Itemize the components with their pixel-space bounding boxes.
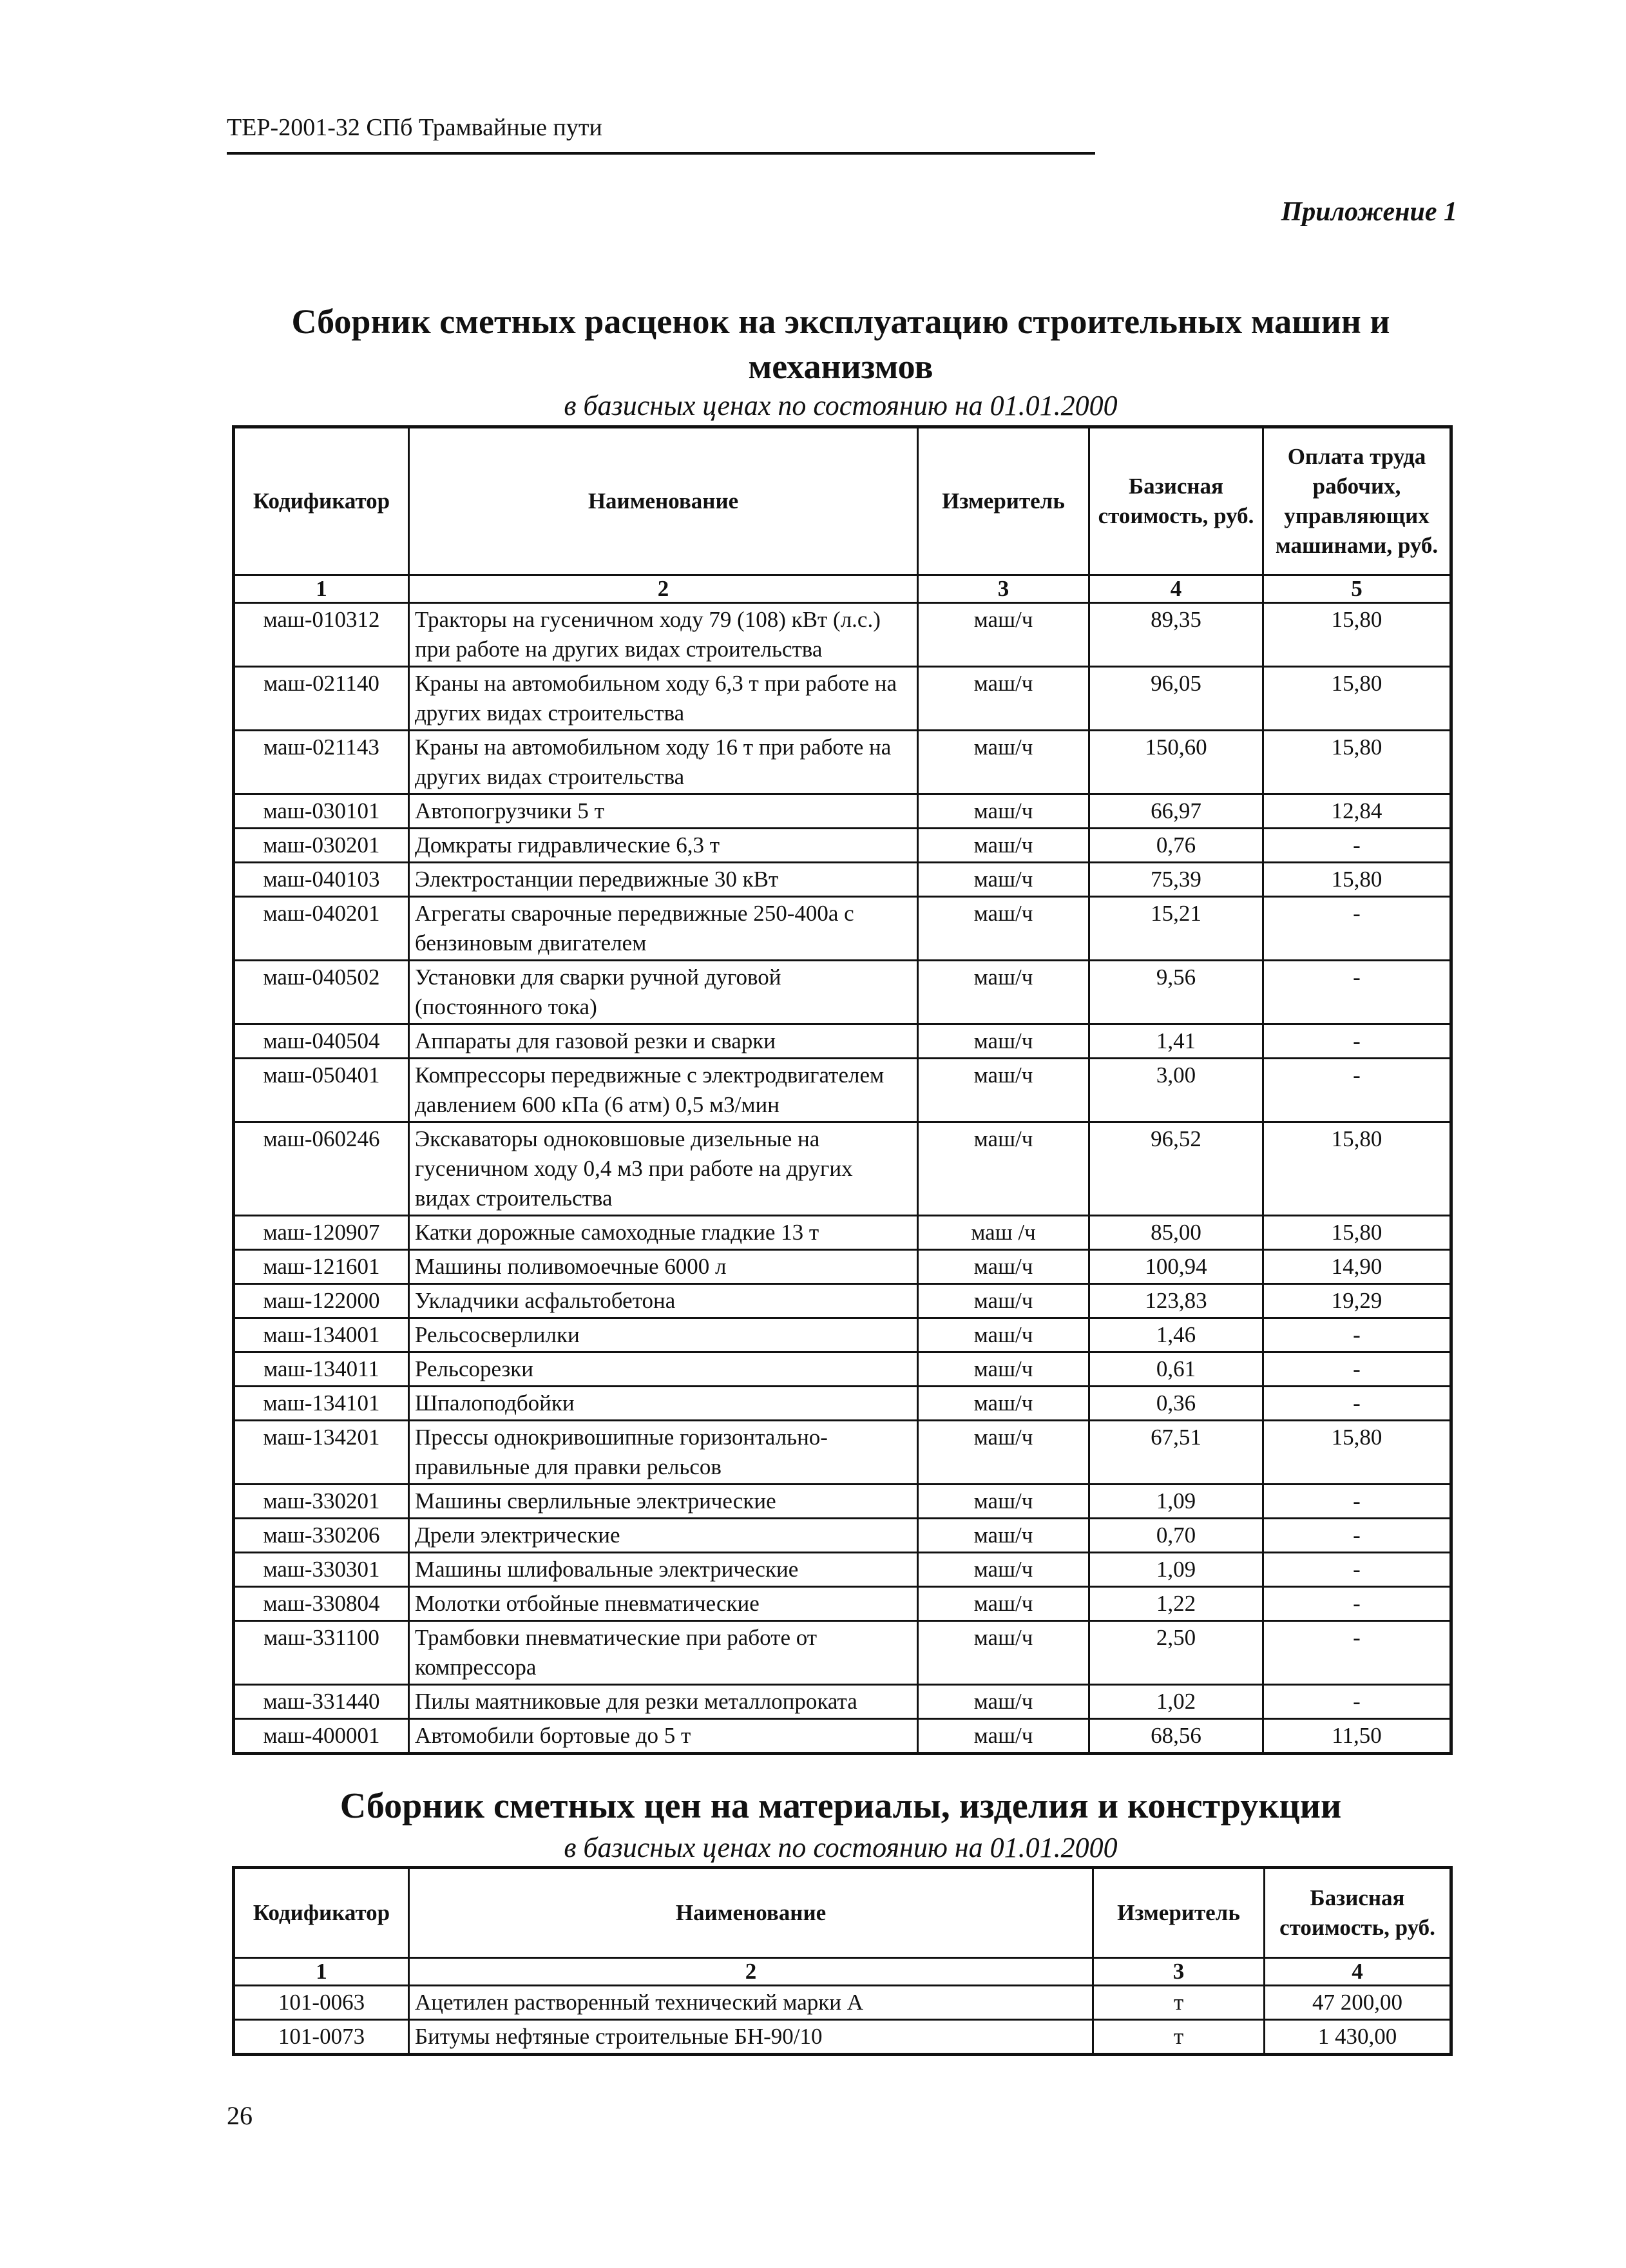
cell-code: маш-030101 xyxy=(234,794,409,829)
table-row xyxy=(234,1421,1451,1485)
cell-unit: маш/ч xyxy=(918,1685,1089,1719)
cell-name: Автомобили бортовые до 5 т xyxy=(409,1719,918,1754)
cell-name: Машины поливомоечные 6000 л xyxy=(409,1250,918,1284)
table-row xyxy=(234,1216,1451,1250)
cell-cost: 150,60 xyxy=(1089,731,1263,794)
cell-cost: 96,05 xyxy=(1089,667,1263,731)
cell-name: Установки для сварки ручной дуговой (постоянного тока) xyxy=(409,961,918,1024)
table-row xyxy=(234,897,1451,961)
page-number: 26 xyxy=(227,2101,253,2130)
cell-code: маш-021140 xyxy=(234,667,409,731)
cell-code: маш-331440 xyxy=(234,1685,409,1719)
cell-cost: 1,22 xyxy=(1089,1587,1263,1621)
cell-unit: маш/ч xyxy=(918,1387,1089,1421)
appendix-label: Приложение 1 xyxy=(1281,197,1457,227)
header-rule xyxy=(227,152,1095,155)
table-row xyxy=(234,1284,1451,1318)
table-row xyxy=(234,731,1451,794)
cell-code: маш-120907 xyxy=(234,1216,409,1250)
cell-name: Краны на автомобильном ходу 6,3 т при работе на других видах строительства xyxy=(409,667,918,731)
machines-table xyxy=(232,425,1453,1755)
table-row xyxy=(234,667,1451,731)
cell-cost: 89,35 xyxy=(1089,603,1263,667)
machines-subtitle: в базисных ценах по состоянию на 01.01.2000 xyxy=(564,390,1118,421)
cell-cost: 2,50 xyxy=(1089,1621,1263,1685)
cell-unit: маш/ч xyxy=(918,1485,1089,1519)
col-header-cost: Базисная стоимость, руб. xyxy=(1089,427,1263,575)
cell-wage: - xyxy=(1263,897,1451,961)
table-row xyxy=(234,1387,1451,1421)
cell-unit: маш/ч xyxy=(918,897,1089,961)
table-row xyxy=(234,1485,1451,1519)
cell-cost: 0,36 xyxy=(1089,1387,1263,1421)
col-number: 1 xyxy=(234,575,409,603)
table-row xyxy=(234,1352,1451,1387)
cell-unit: маш /ч xyxy=(918,1216,1089,1250)
cell-code: маш-330201 xyxy=(234,1485,409,1519)
cell-cost: 15,21 xyxy=(1089,897,1263,961)
cell-code: маш-330206 xyxy=(234,1519,409,1553)
cell-wage: - xyxy=(1263,1621,1451,1685)
cell-code: маш-331100 xyxy=(234,1621,409,1685)
cell-code: маш-122000 xyxy=(234,1284,409,1318)
cell-wage: - xyxy=(1263,1587,1451,1621)
cell-unit: маш/ч xyxy=(918,603,1089,667)
cell-cost: 9,56 xyxy=(1089,961,1263,1024)
cell-name: Автопогрузчики 5 т xyxy=(409,794,918,829)
cell-code: маш-121601 xyxy=(234,1250,409,1284)
cell-unit: маш/ч xyxy=(918,667,1089,731)
cell-name: Машины сверлильные электрические xyxy=(409,1485,918,1519)
cell-wage: - xyxy=(1263,1519,1451,1553)
table-row xyxy=(234,603,1451,667)
machines-title-line1: Сборник сметных расценок на эксплуатацию строительных машин и xyxy=(291,302,1390,341)
table-row xyxy=(234,1685,1451,1719)
cell-code: маш-400001 xyxy=(234,1719,409,1754)
table-row xyxy=(234,1986,1451,2020)
cell-wage: 15,80 xyxy=(1263,1122,1451,1216)
cell-wage: - xyxy=(1263,1352,1451,1387)
table-row xyxy=(234,1621,1451,1685)
cell-cost: 1,09 xyxy=(1089,1553,1263,1587)
col-header-unit: Измеритель xyxy=(1093,1868,1265,1958)
cell-name: Компрессоры передвижные с электродвигателем давлением 600 кПа (6 атм) 0,5 м3/мин xyxy=(409,1059,918,1122)
cell-unit: маш/ч xyxy=(918,1284,1089,1318)
cell-wage: 15,80 xyxy=(1263,1421,1451,1485)
cell-cost: 85,00 xyxy=(1089,1216,1263,1250)
cell-code: маш-021143 xyxy=(234,731,409,794)
cell-name: Машины шлифовальные электрические xyxy=(409,1553,918,1587)
cell-name: Молотки отбойные пневматические xyxy=(409,1587,918,1621)
table-row xyxy=(234,1122,1451,1216)
cell-cost: 47 200,00 xyxy=(1265,1986,1451,2020)
cell-name: Катки дорожные самоходные гладкие 13 т xyxy=(409,1216,918,1250)
cell-unit: маш/ч xyxy=(918,863,1089,897)
cell-name: Битумы нефтяные строительные БН-90/10 xyxy=(409,2020,1093,2055)
cell-name: Домкраты гидравлические 6,3 т xyxy=(409,829,918,863)
cell-wage: 11,50 xyxy=(1263,1719,1451,1754)
cell-code: маш-040201 xyxy=(234,897,409,961)
cell-name: Ацетилен растворенный технический марки А xyxy=(409,1986,1093,2020)
cell-cost: 66,97 xyxy=(1089,794,1263,829)
cell-unit: маш/ч xyxy=(918,1587,1089,1621)
cell-wage: 15,80 xyxy=(1263,1216,1451,1250)
cell-wage: 15,80 xyxy=(1263,603,1451,667)
cell-name: Рельсорезки xyxy=(409,1352,918,1387)
cell-unit: маш/ч xyxy=(918,1352,1089,1387)
cell-cost: 0,70 xyxy=(1089,1519,1263,1553)
cell-wage: 14,90 xyxy=(1263,1250,1451,1284)
cell-wage: - xyxy=(1263,1485,1451,1519)
cell-wage: 15,80 xyxy=(1263,667,1451,731)
table-row xyxy=(234,961,1451,1024)
cell-unit: маш/ч xyxy=(918,961,1089,1024)
running-header: ТЕР-2001-32 СПб Трамвайные пути xyxy=(227,114,602,141)
cell-name: Пилы маятниковые для резки металлопроката xyxy=(409,1685,918,1719)
cell-unit: маш/ч xyxy=(918,731,1089,794)
col-header-wage: Оплата труда рабочих, управляющих машинами, руб. xyxy=(1263,427,1451,575)
col-number: 3 xyxy=(918,575,1089,603)
cell-code: маш-330804 xyxy=(234,1587,409,1621)
cell-unit: т xyxy=(1093,1986,1265,2020)
cell-name: Шпалоподбойки xyxy=(409,1387,918,1421)
col-header-code: Кодификатор xyxy=(234,427,409,575)
table-row xyxy=(234,863,1451,897)
col-number: 4 xyxy=(1265,1958,1451,1986)
cell-name: Трамбовки пневматические при работе от компрессора xyxy=(409,1621,918,1685)
cell-cost: 1,02 xyxy=(1089,1685,1263,1719)
table-row xyxy=(234,1519,1451,1553)
cell-code: маш-134001 xyxy=(234,1318,409,1352)
cell-cost: 96,52 xyxy=(1089,1122,1263,1216)
table-row xyxy=(234,794,1451,829)
table-row xyxy=(234,1719,1451,1754)
cell-cost: 75,39 xyxy=(1089,863,1263,897)
cell-wage: - xyxy=(1263,829,1451,863)
col-header-code: Кодификатор xyxy=(234,1868,409,1958)
col-header-name: Наименование xyxy=(409,1868,1093,1958)
cell-unit: маш/ч xyxy=(918,1122,1089,1216)
cell-wage: - xyxy=(1263,1685,1451,1719)
machines-header-row xyxy=(234,427,1451,575)
cell-code: маш-040502 xyxy=(234,961,409,1024)
cell-name: Краны на автомобильном ходу 16 т при работе на других видах строительства xyxy=(409,731,918,794)
table-row xyxy=(234,2020,1451,2055)
cell-wage: 19,29 xyxy=(1263,1284,1451,1318)
table-row xyxy=(234,1553,1451,1587)
cell-cost: 1,46 xyxy=(1089,1318,1263,1352)
cell-name: Дрели электрические xyxy=(409,1519,918,1553)
machines-title-line2: механизмов xyxy=(748,347,933,386)
cell-wage: - xyxy=(1263,961,1451,1024)
cell-code: маш-010312 xyxy=(234,603,409,667)
machines-column-number-row xyxy=(234,575,1451,603)
cell-cost: 3,00 xyxy=(1089,1059,1263,1122)
table-row xyxy=(234,829,1451,863)
table-row xyxy=(234,1024,1451,1059)
cell-unit: маш/ч xyxy=(918,1421,1089,1485)
cell-cost: 123,83 xyxy=(1089,1284,1263,1318)
cell-name: Укладчики асфальтобетона xyxy=(409,1284,918,1318)
cell-unit: маш/ч xyxy=(918,829,1089,863)
cell-code: 101-0073 xyxy=(234,2020,409,2055)
cell-name: Тракторы на гусеничном ходу 79 (108) кВт (л.с.) при работе на других видах строительства xyxy=(409,603,918,667)
materials-column-number-row xyxy=(234,1958,1451,1986)
cell-cost: 1,09 xyxy=(1089,1485,1263,1519)
cell-unit: маш/ч xyxy=(918,1318,1089,1352)
cell-code: 101-0063 xyxy=(234,1986,409,2020)
cell-name: Агрегаты сварочные передвижные 250-400а с бензиновым двигателем xyxy=(409,897,918,961)
col-number: 3 xyxy=(1093,1958,1265,1986)
col-header-unit: Измеритель xyxy=(918,427,1089,575)
cell-wage: - xyxy=(1263,1387,1451,1421)
materials-table xyxy=(232,1866,1453,2056)
cell-cost: 68,56 xyxy=(1089,1719,1263,1754)
col-number: 2 xyxy=(409,1958,1093,1986)
cell-cost: 0,61 xyxy=(1089,1352,1263,1387)
col-header-name: Наименование xyxy=(409,427,918,575)
cell-wage: - xyxy=(1263,1059,1451,1122)
cell-code: маш-040103 xyxy=(234,863,409,897)
cell-cost: 100,94 xyxy=(1089,1250,1263,1284)
cell-wage: 12,84 xyxy=(1263,794,1451,829)
cell-code: маш-050401 xyxy=(234,1059,409,1122)
col-number: 1 xyxy=(234,1958,409,1986)
col-number: 2 xyxy=(409,575,918,603)
cell-name: Прессы однокривошипные горизонтально-правильные для правки рельсов xyxy=(409,1421,918,1485)
cell-cost: 1,41 xyxy=(1089,1024,1263,1059)
cell-code: маш-030201 xyxy=(234,829,409,863)
cell-code: маш-330301 xyxy=(234,1553,409,1587)
cell-wage: - xyxy=(1263,1024,1451,1059)
materials-subtitle: в базисных ценах по состоянию на 01.01.2000 xyxy=(564,1832,1118,1863)
cell-unit: маш/ч xyxy=(918,1553,1089,1587)
cell-unit: маш/ч xyxy=(918,1621,1089,1685)
col-header-cost: Базисная стоимость, руб. xyxy=(1265,1868,1451,1958)
cell-code: маш-040504 xyxy=(234,1024,409,1059)
cell-unit: маш/ч xyxy=(918,1059,1089,1122)
cell-code: маш-060246 xyxy=(234,1122,409,1216)
cell-cost: 67,51 xyxy=(1089,1421,1263,1485)
table-row xyxy=(234,1250,1451,1284)
col-number: 5 xyxy=(1263,575,1451,603)
table-row xyxy=(234,1587,1451,1621)
cell-unit: маш/ч xyxy=(918,794,1089,829)
cell-wage: - xyxy=(1263,1553,1451,1587)
table-row xyxy=(234,1318,1451,1352)
cell-unit: маш/ч xyxy=(918,1250,1089,1284)
cell-unit: маш/ч xyxy=(918,1519,1089,1553)
table-row xyxy=(234,1059,1451,1122)
cell-cost: 0,76 xyxy=(1089,829,1263,863)
cell-name: Аппараты для газовой резки и сварки xyxy=(409,1024,918,1059)
cell-wage: 15,80 xyxy=(1263,863,1451,897)
cell-code: маш-134201 xyxy=(234,1421,409,1485)
cell-unit: маш/ч xyxy=(918,1024,1089,1059)
col-number: 4 xyxy=(1089,575,1263,603)
cell-code: маш-134101 xyxy=(234,1387,409,1421)
materials-header-row xyxy=(234,1868,1451,1958)
cell-name: Электростанции передвижные 30 кВт xyxy=(409,863,918,897)
cell-name: Рельсосверлилки xyxy=(409,1318,918,1352)
cell-cost: 1 430,00 xyxy=(1265,2020,1451,2055)
cell-code: маш-134011 xyxy=(234,1352,409,1387)
cell-unit: маш/ч xyxy=(918,1719,1089,1754)
materials-title: Сборник сметных цен на материалы, изделия и конструкции xyxy=(340,1786,1342,1826)
cell-unit: т xyxy=(1093,2020,1265,2055)
cell-wage: - xyxy=(1263,1318,1451,1352)
cell-wage: 15,80 xyxy=(1263,731,1451,794)
cell-name: Экскаваторы одноковшовые дизельные на гусеничном ходу 0,4 м3 при работе на других видах строительства xyxy=(409,1122,918,1216)
